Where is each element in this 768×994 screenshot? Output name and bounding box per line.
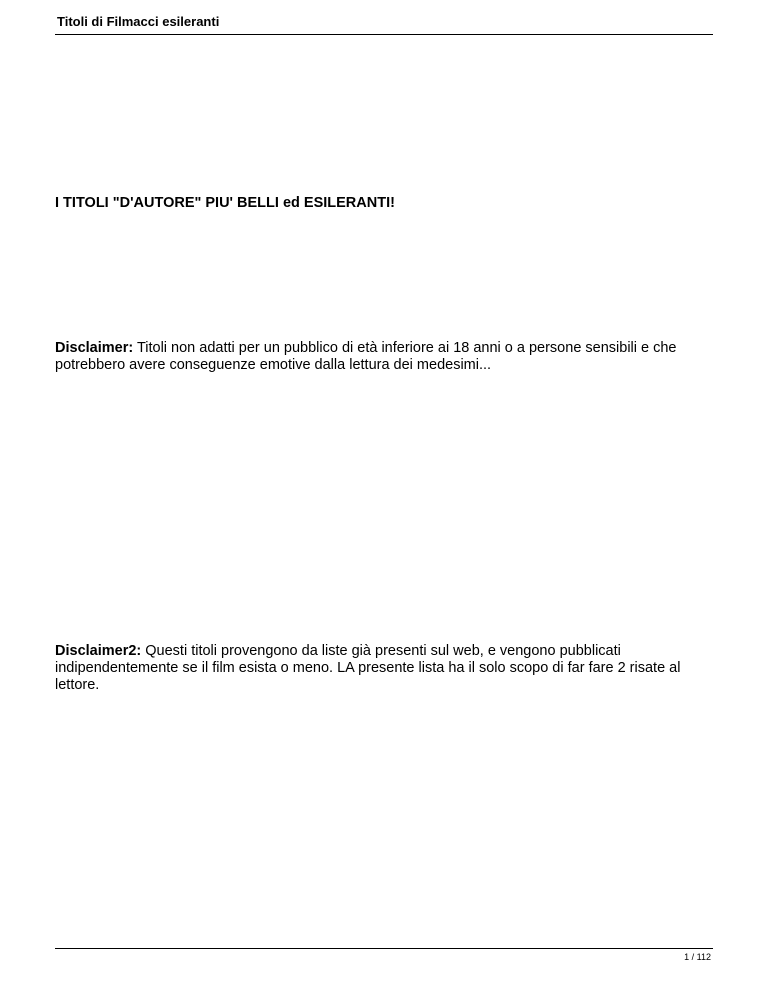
disclaimer2-label: Disclaimer2: <box>55 643 142 659</box>
disclaimer2-text: Questi titoli provengono da liste già presenti sul web, e vengono pubblicati indipendentemente se il film esista o meno. LA presente lista ha il solo scopo di far fare 2 risate al lettore. <box>55 643 681 693</box>
page-header-title: Titoli di Filmacci esileranti <box>57 14 220 29</box>
page-number: 1 / 112 <box>684 952 711 962</box>
disclaimer-paragraph <box>55 340 715 374</box>
disclaimer-label: Disclaimer: <box>55 340 134 356</box>
disclaimer2-paragraph <box>55 643 715 694</box>
page-header <box>55 12 713 35</box>
disclaimer-text: Titoli non adatti per un pubblico di età inferiore ai 18 anni o a persone sensibili e che potrebbero avere conseguenze emotive dalla lettura dei medesimi... <box>55 340 677 373</box>
page-footer <box>55 948 713 962</box>
document-heading: I TITOLI "D'AUTORE" PIU' BELLI ed ESILERANTI! <box>55 195 395 211</box>
